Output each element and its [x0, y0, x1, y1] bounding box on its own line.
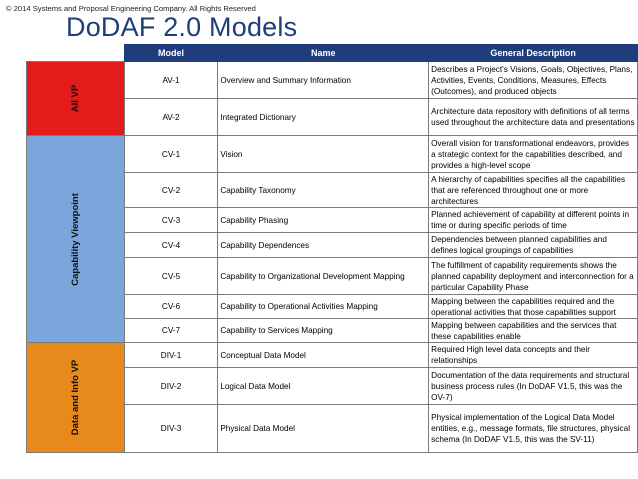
table-row: [27, 136, 638, 173]
group-label-data-and-info-vp: Data and Info VP: [69, 359, 81, 436]
name-cell: Vision: [218, 136, 429, 173]
model-cell: CV-5: [124, 258, 218, 295]
model-cell: CV-3: [124, 208, 218, 233]
name-cell: Physical Data Model: [218, 405, 429, 453]
model-cell: DIV-2: [124, 368, 218, 405]
description-cell: Documentation of the data requirements and structural business process rules (In DoDAF V1.5, this was the OV-7): [429, 368, 638, 405]
group-label-all-vp: All VP: [69, 84, 81, 113]
group-label-capability-viewpoint: Capability Viewpoint: [69, 192, 81, 286]
description-cell: A hierarchy of capabilities specifies all the capabilities that are referenced throughout one or more architectures: [429, 173, 638, 208]
description-cell: Planned achievement of capability at different points in time or during specific periods of time: [429, 208, 638, 233]
model-cell: CV-2: [124, 173, 218, 208]
model-cell: CV-1: [124, 136, 218, 173]
name-cell: Conceptual Data Model: [218, 343, 429, 368]
name-cell: Capability to Services Mapping: [218, 319, 429, 343]
model-cell: CV-7: [124, 319, 218, 343]
model-cell: AV-1: [124, 62, 218, 99]
description-cell: Architecture data repository with definitions of all terms used throughout the architecture data and presentations: [429, 99, 638, 136]
header-model: Model: [124, 45, 218, 62]
description-cell: Mapping between capabilities and the services that these capabilities enable: [429, 319, 638, 343]
copyright-notice: © 2014 Systems and Proposal Engineering Company. All Rights Reserved: [6, 4, 256, 13]
name-cell: Integrated Dictionary: [218, 99, 429, 136]
description-cell: Physical implementation of the Logical Data Model entities, e.g., message formats, file structures, physical schema (In DoDAF V1.5, this was the SV-11): [429, 405, 638, 453]
name-cell: Capability to Operational Activities Mapping: [218, 295, 429, 319]
description-cell: Dependencies between planned capabilities and defines logical groupings of capabilities: [429, 233, 638, 258]
table-header-row: [27, 45, 638, 62]
model-cell: CV-6: [124, 295, 218, 319]
group-capability-viewpoint: [27, 136, 125, 343]
table-row: [27, 343, 638, 368]
model-cell: DIV-1: [124, 343, 218, 368]
description-cell: Describes a Project's Visions, Goals, Objectives, Plans, Activities, Events, Conditions, Measures, Effects (Outcomes), and produced objects: [429, 62, 638, 99]
table-row: [27, 62, 638, 99]
name-cell: Logical Data Model: [218, 368, 429, 405]
group-all-vp: [27, 62, 125, 136]
description-cell: Mapping between the capabilities required and the operational activities that those capabilities support: [429, 295, 638, 319]
description-cell: The fulfillment of capability requirements shows the planned capability deployment and interconnection for a particular Capability Phase: [429, 258, 638, 295]
description-cell: Overall vision for transformational endeavors, provides a strategic context for the capabilities described, and provides a high-level scope: [429, 136, 638, 173]
description-cell: Required High level data concepts and their relationships: [429, 343, 638, 368]
model-cell: DIV-3: [124, 405, 218, 453]
name-cell: Capability Dependences: [218, 233, 429, 258]
dodaf-models-table: [26, 44, 638, 453]
name-cell: Capability Taxonomy: [218, 173, 429, 208]
model-cell: AV-2: [124, 99, 218, 136]
group-data-and-info-vp: [27, 343, 125, 453]
page-title: DoDAF 2.0 Models: [66, 12, 298, 42]
name-cell: Capability to Organizational Development Mapping: [218, 258, 429, 295]
header-description: General Description: [429, 45, 638, 62]
name-cell: Capability Phasing: [218, 208, 429, 233]
header-name: Name: [218, 45, 429, 62]
model-cell: CV-4: [124, 233, 218, 258]
name-cell: Overview and Summary Information: [218, 62, 429, 99]
